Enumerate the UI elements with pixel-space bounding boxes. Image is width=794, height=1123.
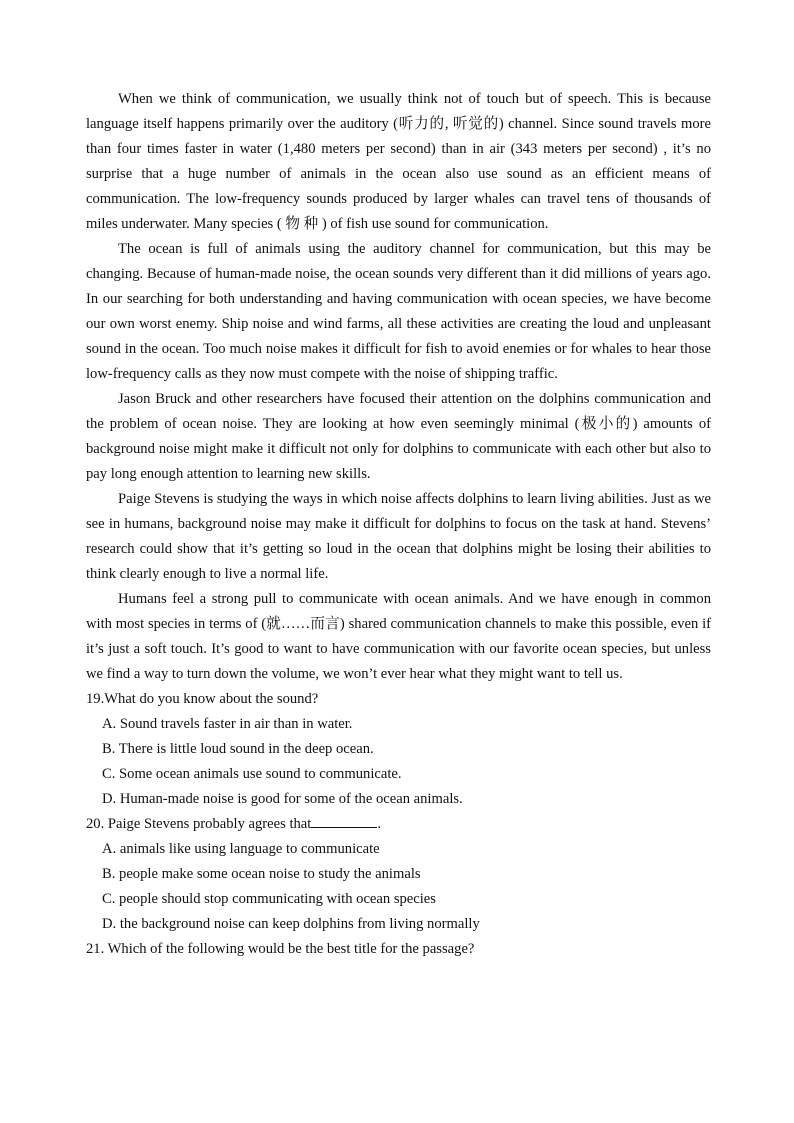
question-19-option-b: B. There is little loud sound in the deep ocean.	[102, 741, 374, 757]
passage-paragraph-4: Paige Stevens is studying the ways in which noise affects dolphins to learn living abilities. Just as we see in humans, background noise may make it difficult for dolphins to focus on the task at hand. Stevens’ research could show that it’s getting so loud in the ocean that dolphins might be losing their abilities to think clearly enough to live a normal life.	[86, 491, 711, 582]
document-page	[86, 87, 711, 962]
question-20-stem: 20. Paige Stevens probably agrees that	[86, 816, 312, 832]
question-20-stem-end: .	[377, 816, 381, 832]
question-19-stem: 19.What do you know about the sound?	[86, 691, 319, 707]
question-20-option-d: D. the background noise can keep dolphins from living normally	[102, 916, 480, 932]
question-19-option-a: A. Sound travels faster in air than in water.	[102, 716, 353, 732]
passage-paragraph-2: The ocean is full of animals using the auditory channel for communication, but this may be changing. Because of human-made noise, the ocean sounds very different than it did millions of years ago. In our searching for both understanding and having communication with ocean species, we have become our own worst enemy. Ship noise and wind farms, all these activities are creating the loud and unpleasant sound in the ocean. Too much noise makes it difficult for fish to avoid enemies or for whales to hear those low-frequency calls as they now must compete with the noise of shipping traffic.	[86, 241, 711, 382]
passage-paragraph-3: Jason Bruck and other researchers have focused their attention on the dolphins communication and the problem of ocean noise. They are looking at how even seemingly minimal (极小的) amounts of background noise might make it difficult not only for dolphins to communicate with each other but also to pay long enough attention to learning new skills.	[86, 391, 711, 482]
question-20-option-a: A. animals like using language to communicate	[102, 841, 380, 857]
question-20-option-c: C. people should stop communicating with ocean species	[102, 891, 436, 907]
question-19-option-c: C. Some ocean animals use sound to communicate.	[102, 766, 402, 782]
passage-paragraph-1: When we think of communication, we usually think not of touch but of speech. This is because language itself happens primarily over the auditory (听力的, 听觉的) channel. Since sound travels more than four times faster in water (1,480 meters per second) than in air (343 meters per second) , it’s no surprise that a huge number of animals in the ocean also use sound as an efficient means of communication. The low-frequency sounds produced by larger whales can travel tens of thousands of miles underwater. Many species ( 物 种 ) of fish use sound for communication.	[86, 91, 711, 232]
passage-paragraph-5: Humans feel a strong pull to communicate with ocean animals. And we have enough in common with most species in terms of (就……而言) shared communication channels to make this possible, even if it’s just a soft touch. It’s good to want to have communication with our favorite ocean species, but unless we find a way to turn down the volume, we won’t ever hear what they might want to tell us.	[86, 591, 711, 682]
question-21-stem: 21. Which of the following would be the best title for the passage?	[86, 941, 475, 957]
question-20	[86, 812, 711, 837]
question-20-option-b: B. people make some ocean noise to study the animals	[102, 866, 421, 882]
question-19-option-d: D. Human-made noise is good for some of the ocean animals.	[102, 791, 463, 807]
answer-blank	[311, 813, 377, 828]
